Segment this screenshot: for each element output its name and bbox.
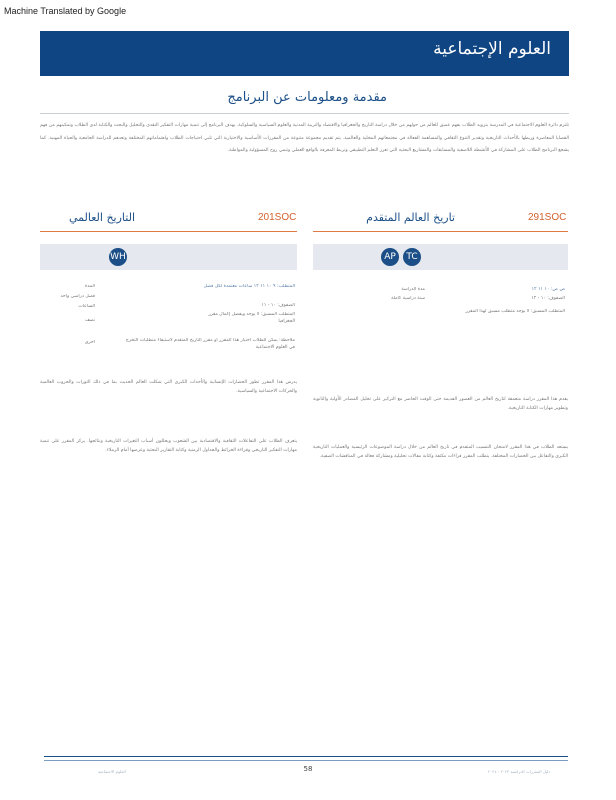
- course-meta-label: أخرى: [84, 340, 95, 345]
- course-description: يدرس هذا المقرر تطور الحضارات الإنسانية والأحداث الكبرى التي شكلت العالم الحديث بما في ذلك الثورات والحروب العالمية والحركات الاجتماعية والسياسية.: [40, 380, 297, 395]
- course-meta-value: فصل دراسي واحد: [60, 294, 95, 299]
- course-description: يتعرف الطلاب على التفاعلات الثقافية والاقتصادية بين الشعوب ويحللون أسباب التغيرات التاريخية ونتائجها. يركز المقرر على تنمية مهارات التفكير التاريخي وقراءة الخرائط والجداول الزمنية وكتابة التقارير البحثية وعرضها أمام الزملاء.: [40, 439, 297, 454]
- course-meta-line: المتطلب: ٩ ١٠ ١١ ١٢ ساعات معتمدة لكل فصل: [203, 284, 295, 289]
- page-number: 58: [303, 765, 313, 773]
- course-meta-note: ملاحظة: يمكن للطلاب اختيار هذا المقرر أو مقرر التاريخ المتقدم لاستيفاء متطلبات التخرج في العلوم الاجتماعية: [125, 338, 295, 350]
- course-description: يقدم هذا المقرر دراسة متعمقة لتاريخ العالم من العصور القديمة حتى الوقت الحاضر مع التركيز على تحليل المصادر الأولية والثانوية وتطوير مهارات الكتابة التاريخية.: [313, 397, 568, 412]
- course-meta-line: ص ص: ١٠ ١١ ١٢: [531, 287, 565, 292]
- footer-left-text: العلوم الاجتماعية: [98, 769, 126, 774]
- course-description: يستعد الطلاب في هذا المقرر لامتحان التنسيب المتقدم في تاريخ العالم من خلال دراسة الموضوعات الرئيسية والعمليات التاريخية الكبرى والتفاعل بين الحضارات المختلفة. يتطلب المقرر قراءات مكثفة وكتابة مقالات تحليلية ومشاركة فعالة في المناقشات الصفية.: [313, 445, 568, 460]
- intro-divider: [40, 113, 569, 114]
- course-meta-label: مدة الدراسة: [401, 287, 425, 292]
- world-history-icon: WH: [109, 248, 127, 266]
- footer-rule: [44, 756, 568, 757]
- course-icon-band: [40, 244, 297, 270]
- course-meta-label: الساعات: [78, 304, 95, 309]
- course-meta-line: الصفوف: ١٠ - ١١: [261, 303, 295, 308]
- course-icon-band: [313, 244, 568, 270]
- course-meta-label: المدة: [84, 284, 95, 289]
- course-meta-line: المتطلب المسبق: لا يوجد متطلب مسبق لهذا المقرر: [465, 309, 565, 314]
- intro-title: مقدمة ومعلومات عن البرنامج: [227, 90, 387, 105]
- intro-paragraph: تلتزم دائرة العلوم الاجتماعية في المدرسة بتزويد الطلاب بفهم عميق للعالم من حولهم من خلال دراسة التاريخ والجغرافيا والاقتصاد والتربية المدنية والعلوم السياسية والسلوكية. يهدف البرنامج إلى تنمية مهارات التفكير النقدي والتحليل والبحث والكتابة لدى الطلاب وتمكينهم من فهم القضايا المعاصرة وربطها بالأحداث التاريخية وتقدير التنوع الثقافي والمساهمة الفعالة في مجتمعاتهم المحلية والعالمية. يتم تقديم مجموعة متنوعة من المقررات الأساسية والاختيارية التي تلبي احتياجات الطلاب واهتماماتهم المختلفة وتعدهم للدراسة الجامعية والحياة المهنية. كما يشجع البرنامج الطلاب على المشاركة في الأنشطة اللاصفية والمسابقات والمشاريع البحثية التي تعزز التعلم التطبيقي وتربط المعرفة بالواقع العملي وتنمي روح المسؤولية والمواطنة.: [40, 123, 569, 153]
- footer-right-text: دليل المقررات الدراسية ٢٠٢٣ - ٢٠٢٤: [488, 769, 551, 774]
- course-title: التاريخ العالمي: [69, 211, 135, 224]
- course-meta-value: نصف: [84, 318, 95, 323]
- footer-rule: [44, 760, 568, 761]
- course-meta-line: الصفوف: ١٠ - ١٢: [531, 296, 565, 301]
- course-divider: [313, 231, 568, 232]
- course-code: 201SOC: [258, 212, 297, 223]
- section-banner: [40, 31, 569, 76]
- course-code: 291SOC: [528, 212, 567, 223]
- ap-icon: AP: [381, 248, 399, 266]
- course-meta-line: المتطلب المسبق: لا يوجد ويفضل إكمال مقرر الجغرافيا: [208, 312, 295, 324]
- course-divider: [40, 231, 297, 232]
- course-title: تاريخ العالم المتقدم: [366, 211, 455, 224]
- tc-icon: TC: [403, 248, 421, 266]
- machine-translated-label: Machine Translated by Google: [4, 6, 127, 16]
- section-title: العلوم الإجتماعية: [433, 39, 551, 59]
- course-meta-value: سنة دراسية كاملة: [391, 296, 425, 301]
